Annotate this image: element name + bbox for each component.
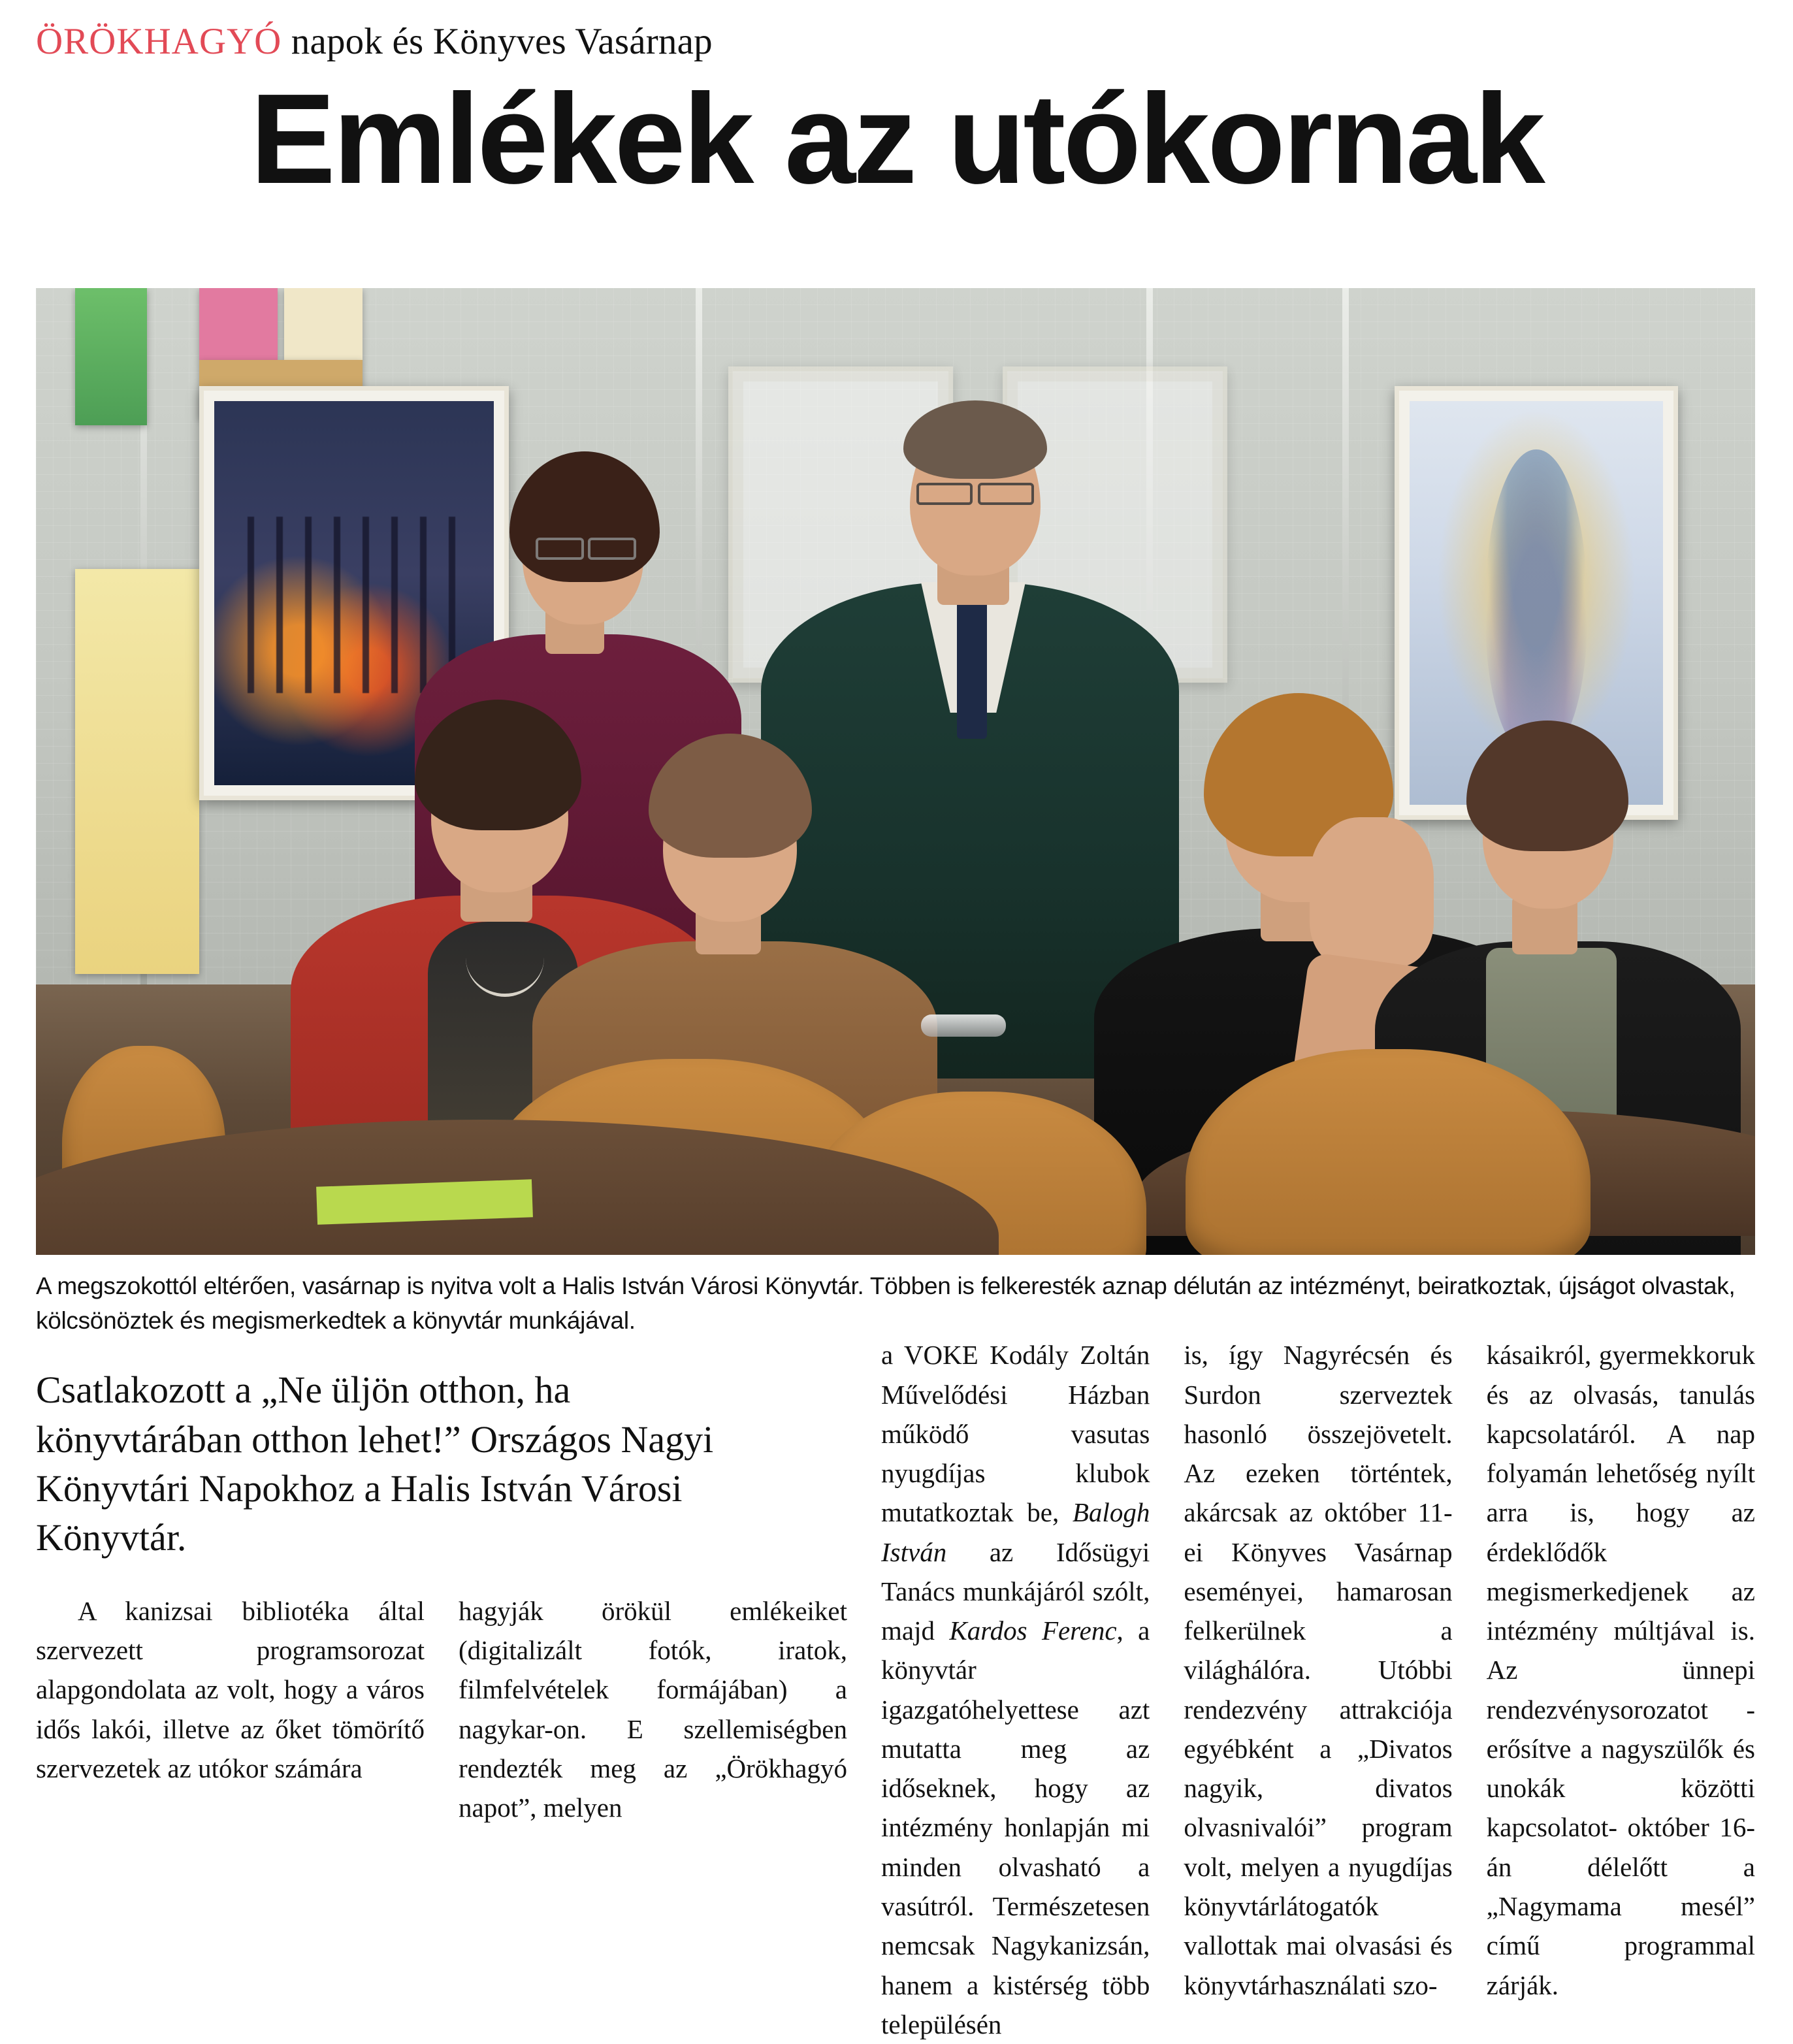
paragraph: hagyják örökül emlékeiket (digitalizált fotók, iratok, filmfelvételek formájában) a nagykar-on. E szellemiségben rendezték meg az „Örökhagyó napot”, melyen xyxy=(459,1595,847,1823)
article-lead: Csatlakozott a „Ne üljön otthon, ha könyvtárában otthon lehet!” Országos Nagyi Könyvtári Napokhoz a Halis István Városi Könyvtár. xyxy=(36,1369,714,1559)
wall-strip-cream xyxy=(284,288,363,360)
paragraph: kásaikról, gyermekkoruk és az olvasás, tanulás kapcsolatáról. A nap folyamán lehetőség nyílt arra is, hogy az érdeklődők megismerkedjenek az intézmény múltjával is. Az ünnepi rendezvénysorozatot -erősítve a nagyszülők és unokák közötti kapcsolatot- október 16-án délelőtt a „Nagymama mesél” című programmal zárják. xyxy=(1486,1340,1755,2000)
article-column-1 xyxy=(36,1591,425,1828)
green-paper-sheet xyxy=(316,1179,533,1224)
eyeglasses xyxy=(536,538,584,560)
article-column-4 xyxy=(1184,1335,1452,2044)
article-kicker xyxy=(36,0,1757,61)
paragraph: is, így Nagyrécsén és Surdon szerveztek hasonló összejövetelt. Az ezeken történtek, akárcsak az október 11-ei Könyves Vasárnap eseményei, hamarosan felkerülnek a világhálóra. Utóbbi rendezvény attrakciója egyébként a „Divatos nagyik, divatos olvasnivalói” program volt, melyen a nyugdíjas könyvtárlátogatók vallottak mai olvasási és könyvtárhasználati szo- xyxy=(1184,1340,1453,2000)
lead-and-first-columns xyxy=(36,1335,847,2044)
person-hair xyxy=(1466,721,1628,851)
kicker-highlight: ÖRÖKHAGYÓ xyxy=(36,21,282,62)
article-column-3 xyxy=(881,1335,1150,2044)
wall-strip-pink xyxy=(199,288,278,360)
person-hair xyxy=(509,451,660,582)
person-hair xyxy=(903,400,1047,479)
article-photo xyxy=(36,288,1755,1255)
kicker-rest: napok és Könyves Vasárnap xyxy=(282,21,713,62)
eyeglasses xyxy=(916,483,973,505)
reading-glasses xyxy=(921,1014,1006,1037)
photo-illustration xyxy=(36,288,1755,1255)
article-column-5 xyxy=(1487,1335,1755,2044)
person-hair xyxy=(649,734,812,858)
paragraph: a VOKE Kodály Zoltán Művelődési Házban működő vasutas nyugdíjas klubok mutatkoztak be, Balogh István az Idősügyi Tanács munkájáról szólt, majd Kardos Ferenc, a könyvtár igazgatóhelyettese azt mutatta meg az időseknek, hogy az intézmény honlapján mi minden olvasható a vasútról. Természetesen nemcsak Nagykanizsán, hanem a kistérség több településén xyxy=(881,1340,1150,2039)
page-title: Emlékek az utókornak xyxy=(250,67,1543,210)
photo-caption: A megszokottól eltérően, vasárnap is nyitva volt a Halis István Városi Könyvtár. Többen is felkeresték aznap délután az intézményt, beiratkoztak, újságot olvastak, kölcsönöztek és megismerkedtek a könyvtár munkájával. xyxy=(36,1273,1736,1334)
article-body xyxy=(36,1335,1755,2044)
paragraph: A kanizsai bibliotéka által szervezett programsorozat alapgondolata az volt, hogy a város idős lakói, illetve az őket tömörítő szervezetek az utókor számára xyxy=(36,1595,425,1783)
lead-subcolumns xyxy=(36,1591,847,1828)
article-column-2 xyxy=(459,1591,847,1828)
necktie xyxy=(957,602,987,739)
eyeglasses xyxy=(978,483,1034,505)
eyeglasses xyxy=(588,538,636,560)
wall-panel-yellow xyxy=(75,569,199,974)
wall-strip-green xyxy=(75,288,147,425)
